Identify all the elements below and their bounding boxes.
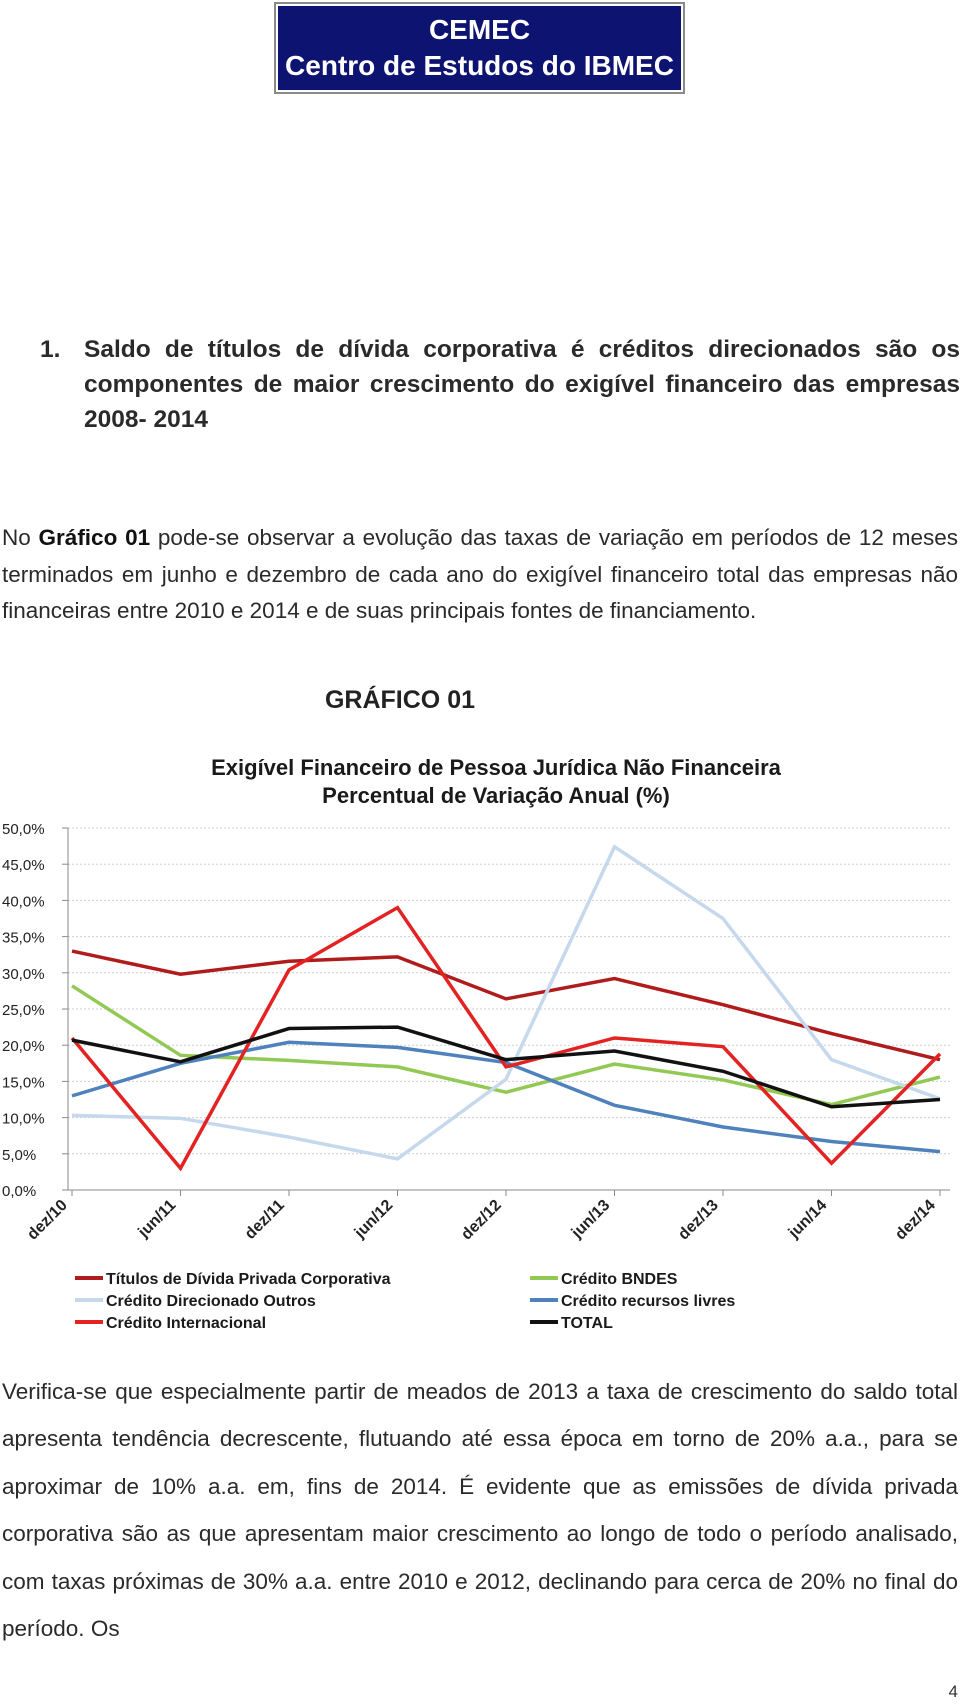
x-tick-label: jun/13	[568, 1196, 614, 1242]
conclusion-paragraph: Verifica-se que especialmente partir de meados de 2013 a taxa de crescimento do saldo total apresenta tendência decrescente, flutuando até essa época em torno de 20% a.a., para se aproximar de 10% a.a. em, fins de 2014. É evidente que as emissões de dívida privada corporativa são as que apresentam maior crescimento ao longo de todo o período analisado, com taxas próximas de 30% a.a. entre 2010 e 2012, declinando para cerca de 20% no final do período. Os	[2, 1379, 958, 1642]
x-tick-labels	[24, 1197, 939, 1244]
cemec-logo-box	[274, 2, 685, 94]
x-tick-label: jun/14	[785, 1196, 831, 1242]
y-tick-label: 30,0%	[2, 965, 45, 983]
y-tick-label: 40,0%	[2, 893, 45, 911]
chart-title-line1: Exigível Financeiro de Pessoa Jurídica Não Financeira	[211, 755, 781, 780]
intro-highlight: Gráfico 01	[38, 525, 151, 550]
page-number: 4	[948, 1682, 958, 1701]
legend	[75, 1271, 735, 1332]
y-tick-label: 45,0%	[2, 857, 45, 875]
section-title-text: Saldo de títulos de dívida corporativa é créditos direcionados são os componentes de maior crescimento do exigível financeiro das empresas 2008- 2014	[84, 336, 960, 433]
x-tick-label: dez/12	[458, 1196, 505, 1244]
y-tick-label: 35,0%	[2, 929, 45, 947]
x-tick-label: dez/14	[892, 1196, 939, 1244]
cemec-logo	[278, 6, 681, 90]
x-tick-label: dez/11	[241, 1196, 288, 1243]
legend-label: TOTAL	[561, 1315, 613, 1332]
legend-label: Crédito recursos livres	[561, 1293, 736, 1310]
legend-label: Crédito Internacional	[106, 1315, 267, 1332]
intro-paragraph	[2, 520, 958, 630]
chart-title-line2: Percentual de Variação Anual (%)	[322, 783, 670, 808]
y-tick-labels	[2, 821, 45, 1200]
series-line-0	[72, 951, 940, 1060]
line-chart	[0, 745, 960, 1340]
y-tick-label: 15,0%	[2, 1074, 45, 1092]
series-line-4	[72, 908, 940, 1169]
y-tick-label: 0,0%	[2, 1183, 37, 1200]
legend-label: Crédito Direcionado Outros	[106, 1293, 316, 1310]
y-tick-label: 5,0%	[2, 1146, 37, 1164]
intro-after: pode-se observar a evolução das taxas de variação em períodos de 12 meses terminados em junho e dezembro de cada ano do exigível financeiro total das empresas não financeiras entre 2010 e 2014 e de suas principais fontes de financiamento.	[2, 525, 958, 623]
section-number: 1.	[40, 336, 61, 363]
x-tick-label: jun/11	[135, 1196, 180, 1241]
legend-label: Títulos de Dívida Privada Corporativa	[106, 1271, 391, 1288]
series-lines	[72, 847, 940, 1168]
y-tick-label: 10,0%	[2, 1110, 45, 1128]
y-tick-label: 50,0%	[2, 821, 45, 838]
x-tick-label: dez/13	[675, 1196, 722, 1244]
logo-line-2: Centro de Estudos do IBMEC	[285, 50, 674, 81]
x-tick-label: dez/10	[24, 1196, 71, 1244]
y-tick-label: 25,0%	[2, 1002, 45, 1019]
series-line-2	[72, 847, 940, 1159]
y-tick-label: 20,0%	[2, 1038, 45, 1056]
x-tick-label: jun/12	[351, 1196, 397, 1242]
chart-heading: GRÁFICO 01	[324, 686, 476, 714]
gridlines	[68, 828, 950, 1154]
logo-line-1: CEMEC	[428, 14, 531, 45]
intro-before: No	[2, 525, 39, 550]
legend-label: Crédito BNDES	[561, 1271, 678, 1288]
